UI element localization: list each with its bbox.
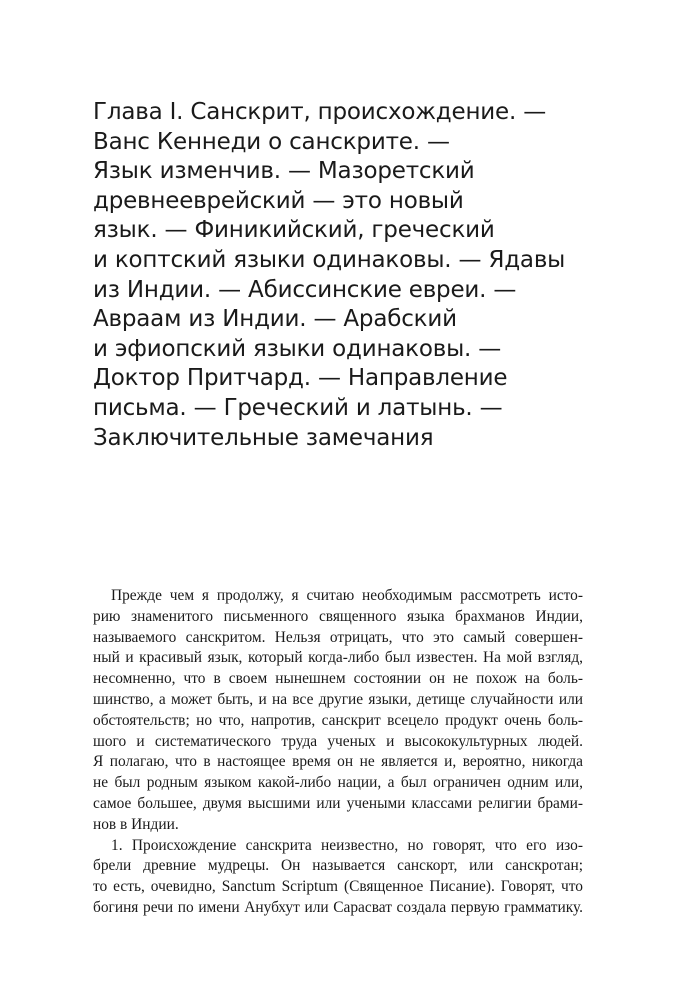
chapter-heading-line: Авраам из Индии. — Арабский <box>93 306 457 333</box>
chapter-heading <box>93 98 633 453</box>
text-line: рию знаменитого письменного священного языка брахманов Индии, <box>93 607 583 625</box>
text-line: Прежде чем я продолжу, я считаю необходимым рассмотреть исто- <box>111 587 583 604</box>
text-line: нов в Индии. <box>93 815 179 833</box>
text-line: богиня речи по имени Анубхут или Сарасват создала первую грамматику. <box>93 898 583 916</box>
chapter-heading-line: древнееврейский — это новый <box>93 187 464 214</box>
text-line: шого и систематического труда ученых и высококультурных людей. <box>93 732 583 750</box>
text-line: называемого санскритом. Нельзя отрицать, что это самый совершен- <box>93 628 583 646</box>
chapter-heading-line: язык. — Финикийский, греческий <box>93 217 495 244</box>
text-line: не был родным языком какой-либо нации, а был ограничен одним или, <box>93 774 583 792</box>
chapter-heading-line: Глава I. Санскрит, происхождение. — <box>93 99 547 125</box>
text-line: шинство, а может быть, и на все другие языки, детище случайности или <box>93 690 583 708</box>
chapter-heading-line: Заключительные замечания <box>93 424 434 451</box>
chapter-heading-line: Ванс Кеннеди о санскрите. — <box>93 128 450 155</box>
text-line: 1. Происхождение санскрита неизвестно, но говорят, что его изо- <box>111 836 583 854</box>
text-line: то есть, очевидно, Sanctum Scriptum (Священное Писание). Говорят, что <box>93 878 583 896</box>
chapter-heading-line: и эфиопский языки одинаковы. — <box>93 335 502 362</box>
text-line: ный и красивый язык, который когда-либо был известен. На мой взгляд, <box>93 649 583 667</box>
text-line: несомненно, что в своем нынешнем состоянии он не похож на боль- <box>93 670 583 688</box>
chapter-heading-line: Язык изменчив. — Мазоретский <box>93 158 475 185</box>
chapter-heading-line: из Индии. — Абиссинские евреи. — <box>93 276 517 303</box>
paragraph-intro <box>93 586 583 836</box>
chapter-heading-line: и коптский языки одинаковы. — Ядавы <box>93 246 566 273</box>
text-line: Я полагаю, что в настоящее время он не является и, вероятно, никогда <box>93 753 583 771</box>
text-line: самое большее, двумя высшими или учеными классами религии брами- <box>93 794 583 812</box>
paragraph-section-1 <box>93 836 583 919</box>
text-line: обстоятельств; но что, напротив, санскрит всецело продукт очень боль- <box>93 711 583 729</box>
text-line: брели древние мудрецы. Он называется санскорт, или санскротан; <box>93 857 583 875</box>
body-text <box>93 586 583 919</box>
chapter-heading-line: Доктор Притчард. — Направление <box>93 365 508 392</box>
chapter-heading-line: письма. — Греческий и латынь. — <box>93 394 503 421</box>
